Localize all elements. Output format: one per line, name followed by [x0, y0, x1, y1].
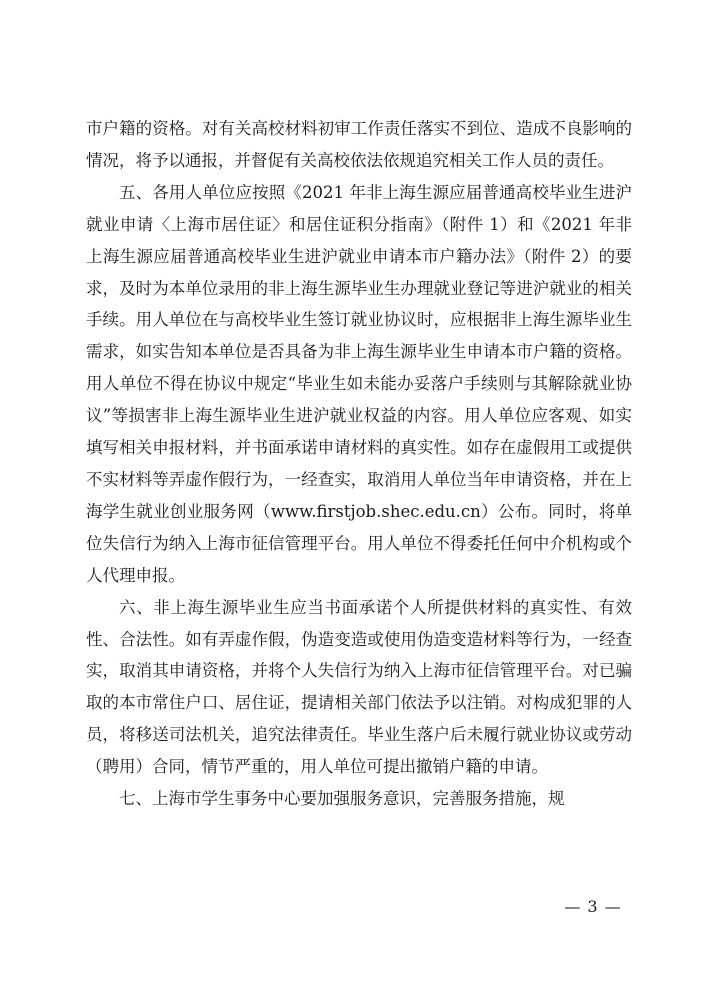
page-number: — 3 —: [564, 897, 622, 916]
paragraph-item-7: 七、上海市学生事务中心要加强服务意识，完善服务措施，规: [119, 789, 565, 809]
paragraph-item-5: 五、各用人单位应按照《2021 年非上海生源应届普通高校毕业生进沪就业申请〈上海市居住证〉和居住证积分指南》（附件 1）和《2021 年非上海生源应届普通高校毕业生进沪就业申请本市户籍办法》（附件 2）的要求，及时为本单位录用的非上海生源毕业生办理就业登记等进沪就业的相关手续。用人单位在与高校毕业生签订就业协议时，应根据非上海生源毕业生需求，如实告知本单位是否具备为非上海生源毕业生申请本市户籍的资格。用人单位不得在协议中规定“毕业生如未能办妥落户手续则与其解除就业协议”等损害非上海生源毕业生进沪就业权益的内容。用人单位应客观、如实填写相关申报材料，并书面承诺申请材料的真实性。如存在虚假用工或提供不实材料等弄虚作假行为，一经查实，取消用人单位当年申请资格，并在上海学生就业创业服务网（www.firstjob.shec.edu.cn）公布。同时，将单位失信行为纳入上海市征信管理平台。用人单位不得委托任何中介机构或个人代理申报。: [86, 182, 632, 585]
document-body: [86, 113, 632, 815]
paragraph-item-6: 六、非上海生源毕业生应当书面承诺个人所提供材料的真实性、有效性、合法性。如有弄虚作假，伪造变造或使用伪造变造材料等行为，一经查实，取消其申请资格，并将个人失信行为纳入上海市征信管理平台。对已骗取的本市常住户口、居住证，提请相关部门依法予以注销。对构成犯罪的人员，将移送司法机关，追究法律责任。毕业生落户后未履行就业协议或劳动（聘用）合同，情节严重的，用人单位可提出撤销户籍的申请。: [86, 597, 632, 777]
paragraph-continuation: 市户籍的资格。对有关高校材料初审工作责任落实不到位、造成不良影响的情况，将予以通报，并督促有关高校依法依规追究相关工作人员的责任。: [86, 119, 632, 170]
